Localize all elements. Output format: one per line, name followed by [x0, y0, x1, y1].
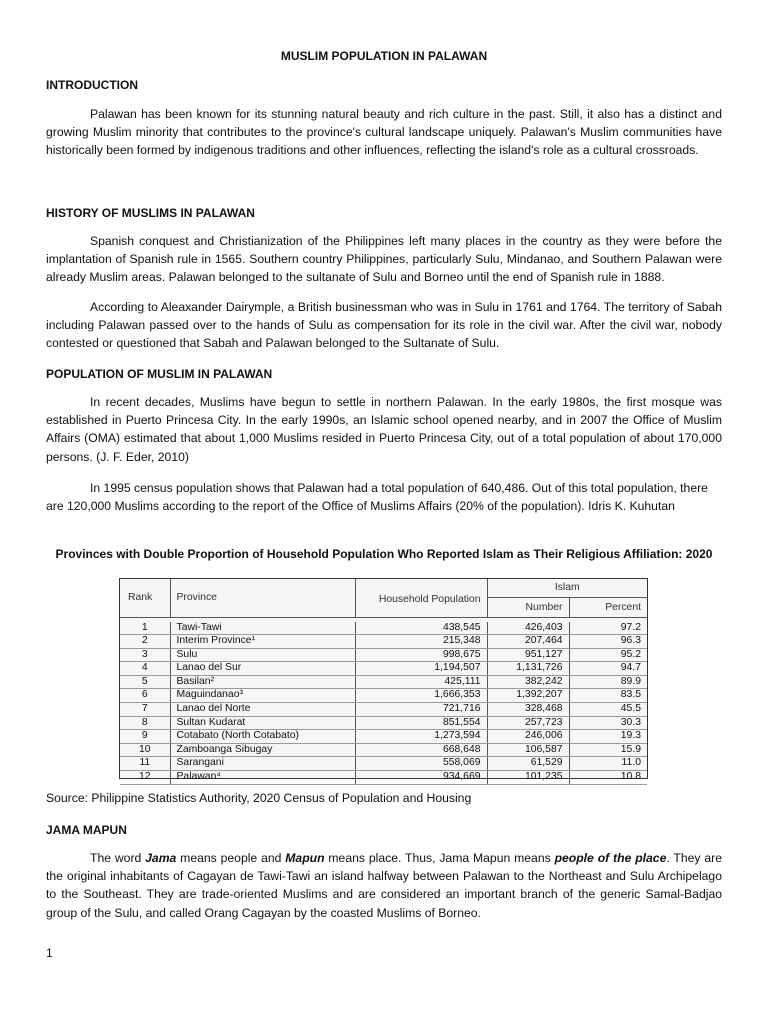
province-cell: Zamboanga Sibugay	[170, 743, 355, 757]
table-row	[120, 689, 647, 703]
history-heading: HISTORY OF MUSLIMS IN PALAWAN	[46, 206, 255, 220]
household-cell: 934,669	[355, 771, 487, 785]
percent-cell: 83.5	[569, 689, 647, 703]
rank-cell: 10	[120, 743, 170, 757]
history-paragraph-1: Spanish conquest and Christianization of the Philippines left many places in the country as they were before the implantation of Spanish rule in 1565. Southern country Philippines, particularly Sulu, Mindanao, and Southern Palawan were already Muslim areas. Palawan belonged to the sultanate of Sulu and Borneo until the end of Spanish rule in 1888.	[46, 234, 722, 285]
table-source: Source: Philippine Statistics Authority, 2020 Census of Population and Housing	[46, 791, 472, 805]
percent-cell: 10.8	[569, 771, 647, 785]
rank-cell: 4	[120, 662, 170, 676]
number-cell: 257,723	[487, 716, 569, 730]
term-people-of-the-place: people of the place	[554, 851, 667, 865]
number-cell: 1,392,207	[487, 689, 569, 703]
province-cell: Interim Province¹	[170, 635, 355, 649]
percent-cell: 89.9	[569, 675, 647, 689]
household-cell: 558,069	[355, 757, 487, 771]
percent-cell: 45.5	[569, 703, 647, 717]
household-cell: 215,348	[355, 635, 487, 649]
jama-mapun-heading: JAMA MAPUN	[46, 823, 127, 837]
table-row	[120, 662, 647, 676]
household-cell: 998,675	[355, 648, 487, 662]
rank-cell: 9	[120, 730, 170, 744]
document-title: MUSLIM POPULATION IN PALAWAN	[280, 49, 488, 63]
header-province: Province	[170, 579, 355, 617]
header-percent: Percent	[605, 601, 641, 613]
number-cell: 382,242	[487, 675, 569, 689]
household-cell: 851,554	[355, 716, 487, 730]
household-cell: 1,666,353	[355, 689, 487, 703]
jama-text-mid2: means place. Thus, Jama Mapun means	[324, 851, 555, 865]
percent-cell: 95.2	[569, 648, 647, 662]
number-cell: 951,127	[487, 648, 569, 662]
header-islam: Islam	[487, 579, 647, 597]
household-cell: 425,111	[355, 675, 487, 689]
household-cell: 1,273,594	[355, 730, 487, 744]
number-cell: 106,587	[487, 743, 569, 757]
number-cell: 1,131,726	[487, 662, 569, 676]
term-jama: Jama	[145, 851, 177, 865]
jama-text-mid1: means people and	[176, 851, 286, 865]
jama-mapun-paragraph	[46, 849, 722, 922]
table-row	[120, 703, 647, 717]
percent-cell: 96.3	[569, 635, 647, 649]
page-number: 1	[46, 946, 53, 960]
table-row	[120, 757, 647, 771]
province-cell: Lanao del Sur	[170, 662, 355, 676]
table-caption: Provinces with Double Proportion of Household Population Who Reported Islam as Their Religious Affiliation: 2020	[55, 547, 713, 561]
table-row	[120, 635, 647, 649]
jama-text-rest: . They are the original inhabitants of Cagayan de Tawi-Tawi an island halfway between Palawan to the Northeast and Sulu Archipelago to the Southeast. They are trade-oriented Muslims and are considered an important branch of the generic Samal-Badjao group of the Sulu, and called Orang Cagayan by the coasted Muslims of Borneo.	[46, 851, 722, 920]
statistics-table	[119, 578, 648, 783]
province-cell: Tawi-Tawi	[170, 622, 355, 635]
province-cell: Cotabato (North Cotabato)	[170, 730, 355, 744]
rank-cell: 1	[120, 622, 170, 635]
percent-cell: 11.0	[569, 757, 647, 771]
province-cell: Sulu	[170, 648, 355, 662]
percent-cell: 15.9	[569, 743, 647, 757]
table-row	[120, 730, 647, 744]
province-cell: Maguindanao³	[170, 689, 355, 703]
number-cell: 328,468	[487, 703, 569, 717]
province-cell: Sultan Kudarat	[170, 716, 355, 730]
rank-cell: 3	[120, 648, 170, 662]
household-cell: 1,194,507	[355, 662, 487, 676]
rank-cell: 7	[120, 703, 170, 717]
introduction-paragraph: Palawan has been known for its stunning natural beauty and rich culture in the past. Still, it also has a distinct and growing Muslim minority that contributes to the province's cultural landscape uniquely. Palawan's Muslim communities have historically been formed by indigenous traditions and other influences, reflecting the island's role as a cultural crossroads.	[46, 107, 722, 158]
table-row	[120, 743, 647, 757]
percent-cell: 30.3	[569, 716, 647, 730]
number-cell: 207,464	[487, 635, 569, 649]
province-cell: Palawan⁴	[170, 771, 355, 785]
population-heading: POPULATION OF MUSLIM IN PALAWAN	[46, 367, 273, 381]
jama-text-start: The word	[90, 851, 146, 865]
percent-cell: 94.7	[569, 662, 647, 676]
number-cell: 61,529	[487, 757, 569, 771]
history-paragraph-2: According to Aleaxander Dairymple, a British businessman who was in Sulu in 1761 and 1764. The territory of Sabah including Palawan passed over to the hands of Sulu as compensation for its role in the civil war. After the civil war, nobody contested or questioned that Sabah and Palawan belonged to the Sultanate of Sulu.	[46, 300, 722, 351]
introduction-heading: INTRODUCTION	[46, 78, 138, 92]
percent-cell: 19.3	[569, 730, 647, 744]
population-paragraph-1: In recent decades, Muslims have begun to settle in northern Palawan. In the early 1980s, the first mosque was established in Puerto Princesa City. In the early 1990s, an Islamic school opened nearby, and in 2007 the Office of Muslim Affairs (OMA) estimated that about 1,000 Muslims resided in Puerto Princesa City, out of a total population of about 170,000 persons. (J. F. Eder, 2010)	[46, 395, 722, 464]
number-cell: 101,235	[487, 771, 569, 785]
rank-cell: 8	[120, 716, 170, 730]
table-row	[120, 622, 647, 635]
term-mapun: Mapun	[285, 851, 325, 865]
household-cell: 721,716	[355, 703, 487, 717]
statistics-table-grid	[120, 579, 647, 785]
table-row	[120, 648, 647, 662]
table-row	[120, 771, 647, 785]
table-row	[120, 675, 647, 689]
rank-cell: 2	[120, 635, 170, 649]
header-rank: Rank	[120, 579, 170, 617]
percent-cell: 97.2	[569, 622, 647, 635]
population-paragraph-2: In 1995 census population shows that Palawan had a total population of 640,486. Out of this total population, there are 120,000 Muslims according to the report of the Office of Muslims Affairs (20% of the population). Idris K. Kuhutan	[46, 481, 708, 514]
province-cell: Basilan²	[170, 675, 355, 689]
number-cell: 246,006	[487, 730, 569, 744]
table-row	[120, 716, 647, 730]
province-cell: Sarangani	[170, 757, 355, 771]
header-number: Number	[487, 597, 569, 617]
number-cell: 426,403	[487, 622, 569, 635]
rank-cell: 5	[120, 675, 170, 689]
household-cell: 438,545	[355, 622, 487, 635]
rank-cell: 11	[120, 757, 170, 771]
header-household-population: Household Population	[355, 579, 487, 617]
rank-cell: 12	[120, 771, 170, 785]
household-cell: 668,648	[355, 743, 487, 757]
province-cell: Lanao del Norte	[170, 703, 355, 717]
rank-cell: 6	[120, 689, 170, 703]
